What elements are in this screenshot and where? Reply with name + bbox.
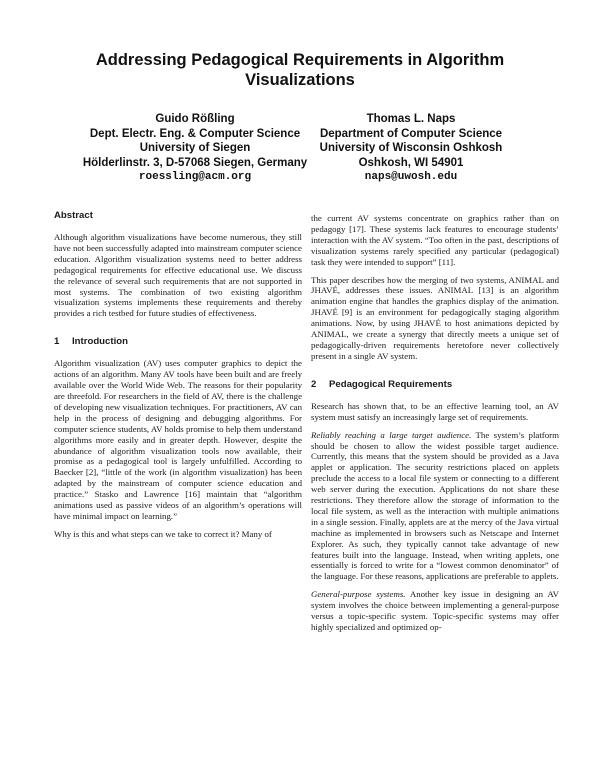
left-column [54, 210, 302, 547]
author-address: Oshkosh, WI 54901 [358, 156, 464, 169]
section-number: 1 [54, 336, 60, 348]
author-block-2 [306, 112, 516, 185]
paragraph-lead: General-purpose systems. [311, 589, 406, 600]
paragraph-body: The system’s platform should be chosen to allow the widest possible target audience. Currently, this means that the system should be provided as a Java applet or application. The security restrictions placed on applets preclude the access to a local file system or connecting to a different web server during the execution. Applications do not share these restrictions. They therefore allow the storage of information to the local file system, as well as the interaction with multiple animations in a single session. Finally, applets are at the mercy of the Java virtual machine as implemented in browsers such as Netscape and Internet Explorer. As such, they typically cannot take advantage of new features built into the language. Instead, when writing applets, one essentially is forced to write for a “lowest common denominator” of the language. For these reasons, applications are preferable to applets. [311, 429, 559, 582]
author-affiliation: University of Wisconsin Oshkosh [319, 142, 503, 154]
paragraph-body: Another key issue in designing an AV system involves the choice between implementing a general-purpose versus a topic-specific system. Topic-specific systems may offer highly specialized and optimized op- [311, 589, 559, 632]
paragraph: This paper describes how the merging of two systems, ANIMAL and JHAVÉ, addresses these issues. ANIMAL [13] is an algorithm animation engine that handles the graphics display of the animation. JHAVÉ [9] is an environment for pedagogically staging algorithm animations. Now, by using JHAVÉ to host animations depicted by ANIMAL, we create a synergy that directly meets a unique set of pedagogically-driven requirements heretofore never collectively present in a single AV system. [311, 274, 559, 361]
paragraph-lead: Reliably reaching a large target audience. [311, 429, 472, 440]
paragraph [311, 430, 559, 583]
section-heading-introduction [54, 336, 302, 348]
author-name: Thomas L. Naps [366, 113, 456, 125]
author-email: naps@uwosh.edu [364, 171, 458, 183]
author-department: Department of Computer Science [319, 127, 503, 140]
author-name: Guido Rößling [155, 113, 235, 125]
paragraph: Why is this and what steps can we take to correct it? Many of [54, 528, 272, 539]
abstract-heading: Abstract [54, 210, 93, 221]
paragraph [311, 589, 559, 633]
author-block-1 [75, 112, 315, 185]
author-affiliation: University of Siegen [139, 142, 251, 154]
author-address: Hölderlinstr. 3, D-57068 Siegen, Germany [82, 156, 308, 169]
paragraph: the current AV systems concentrate on graphics rather than on pedagogy [17]. These systems lack features to encourage students’ interaction with the AV system. “Too often in the past, descriptions of visualization systems rarely specified any particular (pedagogical) task they were intended to support” [11]. [311, 213, 559, 267]
author-email: roessling@acm.org [138, 171, 252, 183]
paper-title: Addressing Pedagogical Requirements in Algorithm Visualizations [95, 51, 505, 89]
section-number: 2 [311, 378, 317, 390]
abstract-text: Although algorithm visualizations have become numerous, they still have not been successfully adapted into mainstream computer science education. Algorithm visualization systems need to better address pedagogical requirements for effective educational use. We discuss the relevance of several such requirements that are not supported in most systems. The combination of two existing algorithm visualization systems implements these requirements and thereby provides a rich testbed for future studies of effectiveness. [54, 232, 302, 319]
paragraph: Algorithm visualization (AV) uses computer graphics to depict the actions of an algorithm. Many AV tools have been built and are freely available over the World Wide Web. The reasons for their popularity are threefold. For researchers in the field of AV, there is the challenge of developing new visualization techniques. For practitioners, AV can help in the process of designing and debugging algorithms. For computer science students, AV holds promise to help them understand algorithms more easily and in greater depth. However, despite the abundance of algorithm visualization tools now available, their promise as a pedagogical tool is largely unfulfilled. According to Baecker [2], “little of the work (in algorithm visualization) has been adapted by the mainstream of computer science education and practice.” Stasko and Lawrence [16] maintain that “algorithm animations used as passive videos of an algorithm’s operations will have minimal impact on learning.” [54, 358, 302, 521]
section-title: Pedagogical Requirements [329, 378, 453, 390]
right-column [311, 213, 559, 640]
section-heading-pedagogical-requirements [311, 379, 559, 391]
section-title: Introduction [72, 336, 128, 348]
paragraph: Research has shown that, to be an effective learning tool, an AV system must satisfy an increasingly large set of requirements. [311, 400, 559, 422]
author-department: Dept. Electr. Eng. & Computer Science [89, 127, 301, 140]
